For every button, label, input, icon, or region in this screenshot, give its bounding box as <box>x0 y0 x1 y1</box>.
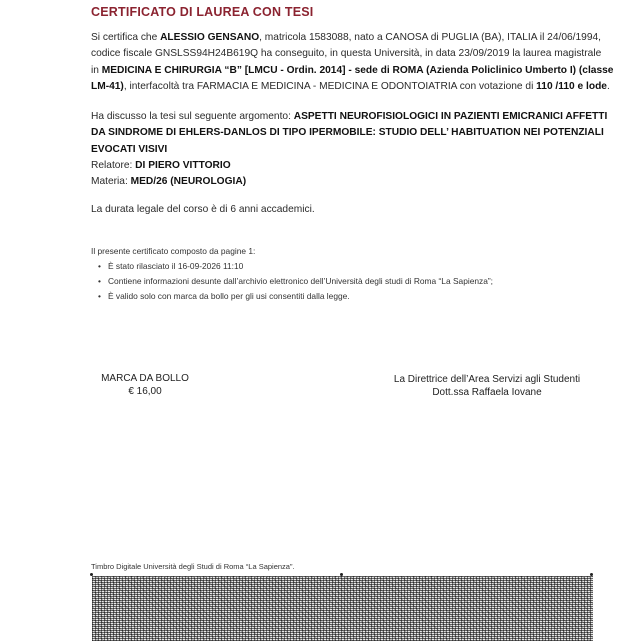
degree-course: MEDICINA E CHIRURGIA “B” [LMCU - Ordin. 2014] - sede di ROMA (Azienda Policlinico Umberto I) (classe <box>101 64 614 76</box>
degree-class: LM-41) <box>91 80 124 92</box>
p1-line-1 <box>91 30 611 46</box>
notes-item <box>98 289 591 304</box>
bullet-icon: • <box>98 261 101 271</box>
certificate-notes <box>91 244 591 304</box>
p2-text: Ha discusso la tesi sul seguente argomento: <box>91 111 294 122</box>
revenue-stamp-label: MARCA DA BOLLO <box>101 373 189 384</box>
course-duration: La durata legale del corso è di 6 anni accademici. <box>91 204 315 215</box>
digital-stamp-label: Timbro Digitale Università degli Studi di Roma “La Sapienza”. <box>91 562 295 571</box>
signatory-role: La Direttrice dell’Area Servizi agli Studenti <box>393 374 581 385</box>
bullet-icon: • <box>98 291 101 301</box>
graduation-paragraph <box>91 30 614 95</box>
digital-seal-barcode <box>92 576 593 641</box>
p1-text: in <box>91 64 102 76</box>
notes-intro: Il presente certificato composto da pagine 1: <box>91 246 256 256</box>
seal-mid-mark <box>340 573 343 576</box>
notes-item-text: È valido solo con marca da bollo per gli usi consentiti dalla legge. <box>108 291 350 301</box>
signature-block <box>376 373 598 399</box>
p1-text: . <box>606 80 610 92</box>
notes-item-text: Contiene informazioni desunte dall’archivio elettronico dell’Università degli studi di Roma “La Sapienza”; <box>108 276 493 286</box>
notes-item-text: È stato rilasciato il 16-09-2026 11:10 <box>108 261 244 271</box>
final-grade: 110 /110 e lode <box>536 80 607 92</box>
p1-line-2: codice fiscale GNSLSS94H24B619Q ha conseguito, in questa Università, in data 23/09/2019 la laurea magistrale <box>91 48 602 60</box>
p2-line-2 <box>91 125 611 141</box>
revenue-stamp-box <box>90 372 200 398</box>
notes-item <box>98 259 591 274</box>
seal-corner-mark <box>590 573 593 576</box>
thesis-title-part: DA SINDROME DI EHLERS-DANLOS DI TIPO IPERMOBILE: STUDIO DELL’ HABITUATION NEI POTENZIALI <box>91 127 604 139</box>
thesis-title-part: ASPETTI NEUROFISIOLOGICI IN PAZIENTI EMICRANICI AFFETTI <box>293 111 608 122</box>
relatore-label: Relatore: <box>91 159 136 171</box>
bullet-icon: • <box>98 276 101 286</box>
p1-text: Si certifica che <box>91 32 161 43</box>
notes-list <box>91 259 591 304</box>
p1-text: , matricola 1583088, nato a CANOSA di PUGLIA (BA), ITALIA il 24/06/1994, <box>259 32 601 43</box>
relatore-value: DI PIERO VITTORIO <box>135 159 231 171</box>
certificate-title: CERTIFICATO DI LAUREA CON TESI <box>91 5 314 19</box>
materia-line <box>91 174 611 190</box>
p1-line-4 <box>91 79 611 95</box>
graduate-name: ALESSIO GENSANO <box>160 32 260 43</box>
seal-corner-mark <box>90 573 93 576</box>
thesis-paragraph <box>91 109 611 190</box>
thesis-title-part: EVOCATI VISIVI <box>91 143 168 155</box>
p2-line-3 <box>91 142 611 158</box>
p1-line-3 <box>91 63 614 79</box>
notes-item <box>98 274 591 289</box>
revenue-stamp-amount: € 16,00 <box>128 386 162 397</box>
signatory-name: Dott.ssa Raffaela Iovane <box>432 387 542 398</box>
p1-text: , interfacoltà tra FARMACIA E MEDICINA - MEDICINA E ODONTOIATRIA con votazione di <box>123 80 537 92</box>
materia-label: Materia: <box>91 176 131 188</box>
materia-value: MED/26 (NEUROLOGIA) <box>130 176 247 188</box>
p2-line-1 <box>91 109 611 125</box>
relatore-line <box>91 158 611 174</box>
